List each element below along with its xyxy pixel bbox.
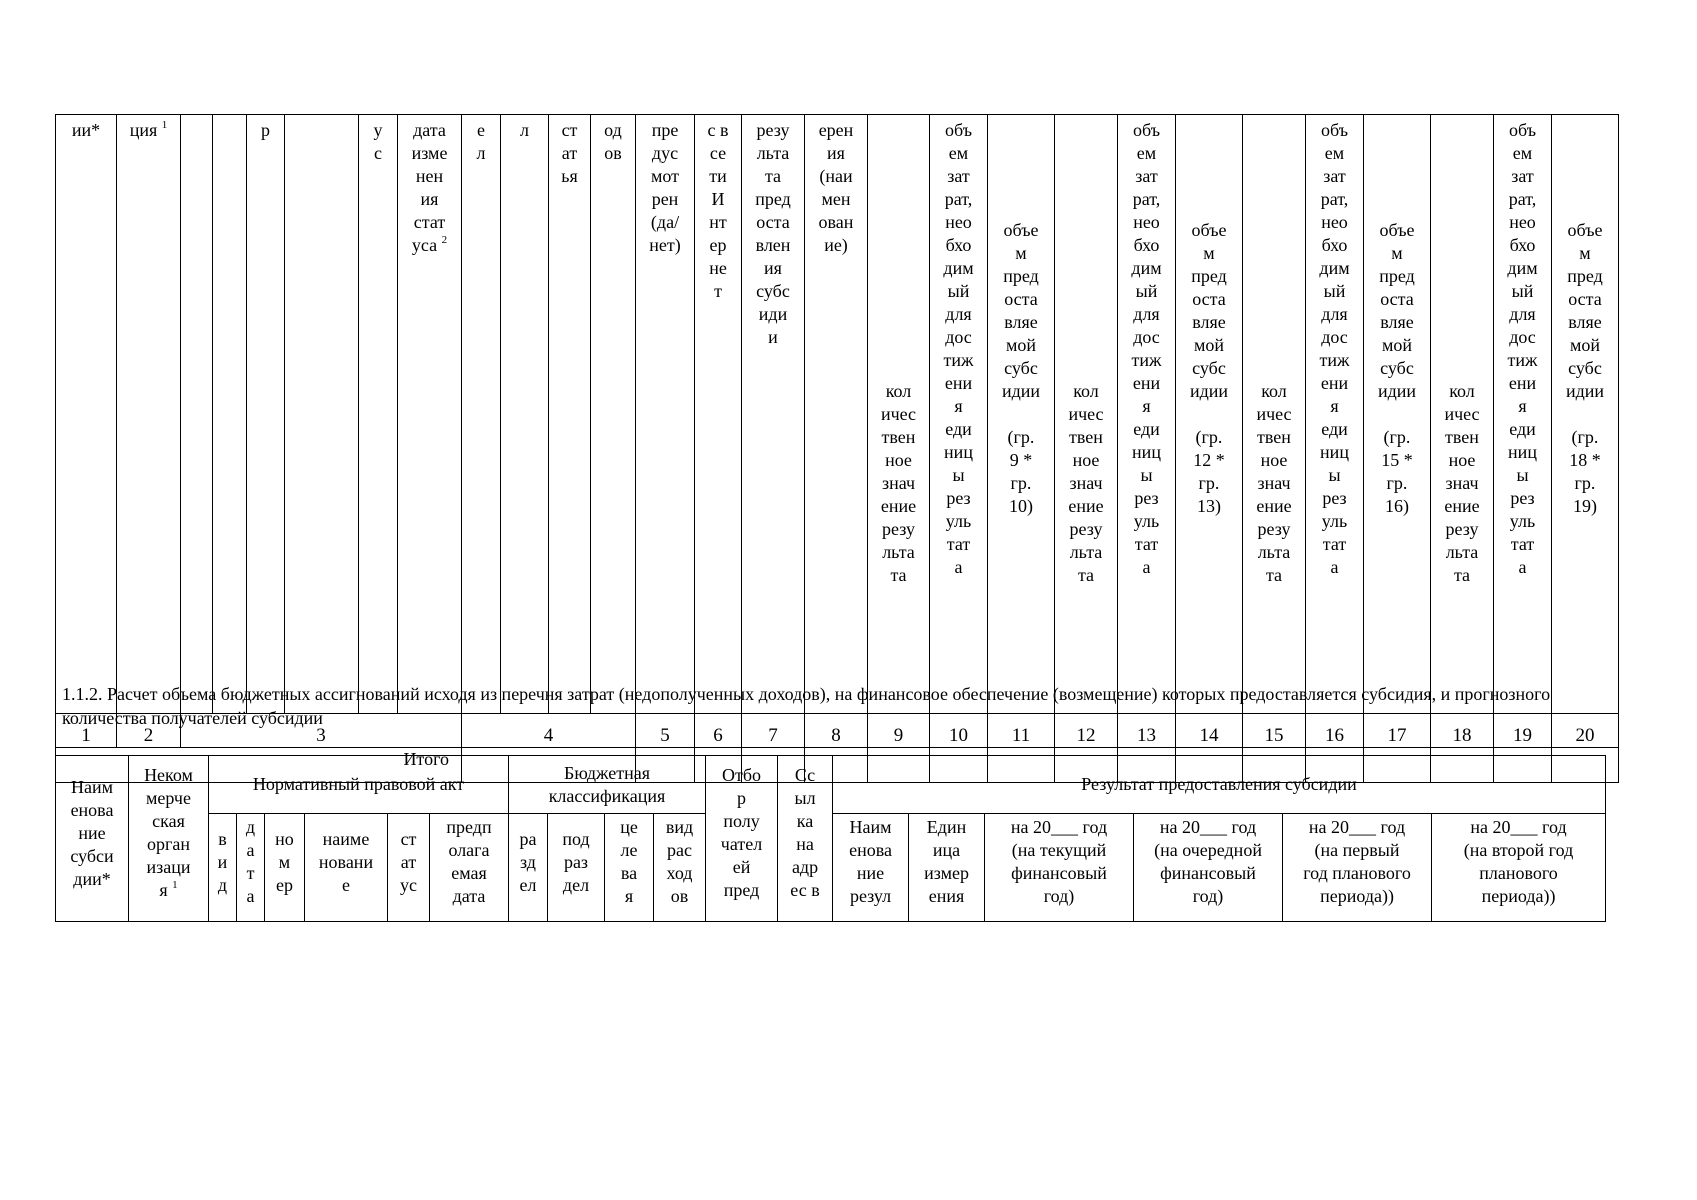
header-nonprofit-org: Неком мерче ская орган изаци я $^1$ xyxy=(129,756,209,922)
column-number: 20 xyxy=(1552,714,1619,748)
header-legal-act: Нормативный правовой акт xyxy=(209,756,509,814)
npa-status: ст ат ус xyxy=(388,814,430,922)
column-number: 19 xyxy=(1494,714,1552,748)
footnote-marker: 1 xyxy=(161,119,168,131)
column-number: 12 xyxy=(1055,714,1118,748)
header-col-1: ии* xyxy=(56,115,117,714)
header-link-address: Сс ыл ка на адр ес в xyxy=(778,756,833,922)
column-number: 10 xyxy=(930,714,988,748)
column-number: 18 xyxy=(1431,714,1494,748)
result-plan-year-2: на 20___ год (на второй год планового периода)) xyxy=(1432,814,1606,922)
footnote-marker: 1 xyxy=(172,879,178,891)
header-col-4b: л xyxy=(501,115,549,714)
header-col-13: объ ем зат рат, нео бхо дим ый для дос тиж ени я еди ниц ы рез уль тат а xyxy=(1118,115,1176,714)
header-col-16: объ ем зат рат, нео бхо дим ый для дос тиж ени я еди ниц ы рез уль тат а xyxy=(1306,115,1364,714)
header-col-15: кол ичес твен ное знач ение резу льта та xyxy=(1243,115,1306,714)
header-col-3d xyxy=(285,115,359,714)
total-label: Итого xyxy=(56,748,462,783)
column-number: 9 xyxy=(868,714,930,748)
npa-expected-date: предп олага емая дата xyxy=(430,814,509,922)
header-col-4a: е л xyxy=(462,115,501,714)
budget-expense-type: вид рас ход ов xyxy=(654,814,706,922)
column-number: 14 xyxy=(1176,714,1243,748)
header-col-14: объе м пред оста вляе мой субс идии (гр. 12 * гр. 13) xyxy=(1176,115,1243,714)
header-col-3e: у с xyxy=(359,115,398,714)
npa-type: в и д xyxy=(209,814,237,922)
result-current-year: на 20___ год (на текущий финансовый год) xyxy=(985,814,1134,922)
header-col-19: объ ем зат рат, нео бхо дим ый для дос тиж ени я еди ниц ы рез уль тат а xyxy=(1494,115,1552,714)
footnote-marker: 2 xyxy=(441,234,448,246)
header-col-4c: ст ат ья xyxy=(549,115,591,714)
budget-section: ра зд ел xyxy=(509,814,548,922)
column-number: 5 xyxy=(636,714,695,748)
header-col-3b xyxy=(213,115,247,714)
header-col-6: с в се ти И нт ер не т xyxy=(695,115,742,714)
header-col-4d: од ов xyxy=(591,115,636,714)
header-col-3f: дата изме нен ия стат уса $^2$ xyxy=(398,115,462,714)
header-budget-classification: Бюджетная классификация xyxy=(509,756,706,814)
result-name: Наим енова ние резул xyxy=(833,814,909,922)
column-number: 4 xyxy=(462,714,636,748)
header-col-12: кол ичес твен ное знач ение резу льта та xyxy=(1055,115,1118,714)
header-col-3c: р xyxy=(247,115,285,714)
header-col-11: объе м пред оста вляе мой субс идии (гр. 9 * гр. 10) xyxy=(988,115,1055,714)
budget-target-item: це ле ва я xyxy=(605,814,654,922)
budget-subsection: под раз дел xyxy=(548,814,605,922)
column-number: 2 xyxy=(117,714,181,748)
column-number: 3 xyxy=(181,714,462,748)
column-number: 1 xyxy=(56,714,117,748)
result-plan-year-1: на 20___ год (на первый год планового периода)) xyxy=(1283,814,1432,922)
header-col-10: объ ем зат рат, нео бхо дим ый для дос тиж ени я еди ниц ы рез уль тат а xyxy=(930,115,988,714)
column-number: 15 xyxy=(1243,714,1306,748)
result-next-year: на 20___ год (на очередной финансовый год) xyxy=(1134,814,1283,922)
budget-allocation-table xyxy=(55,755,1606,922)
column-number: 8 xyxy=(805,714,868,748)
result-unit: Един ица измер ения xyxy=(909,814,985,922)
header-col-5: пре дус мот рен (да/ нет) xyxy=(636,115,695,714)
npa-number: но м ер xyxy=(265,814,305,922)
column-number: 11 xyxy=(988,714,1055,748)
column-number: 16 xyxy=(1306,714,1364,748)
header-col-18: кол ичес твен ное знач ение резу льта та xyxy=(1431,115,1494,714)
header-recipient-selection: Отбо р полу чател ей пред xyxy=(706,756,778,922)
header-col-9: кол ичес твен ное знач ение резу льта та xyxy=(868,115,930,714)
npa-title: наиме новани е xyxy=(305,814,388,922)
column-number: 17 xyxy=(1364,714,1431,748)
header-subsidy-result: Результат предоставления субсидии xyxy=(833,756,1606,814)
column-number: 13 xyxy=(1118,714,1176,748)
column-number: 7 xyxy=(742,714,805,748)
header-col-20: объе м пред оста вляе мой субс идии (гр. 18 * гр. 19) xyxy=(1552,115,1619,714)
header-subsidy-name: Наим енова ние субси дии* xyxy=(56,756,129,922)
column-number: 6 xyxy=(695,714,742,748)
header-col-3a xyxy=(181,115,213,714)
header-col-17: объе м пред оста вляе мой субс идии (гр. 15 * гр. 16) xyxy=(1364,115,1431,714)
npa-date: д а т а xyxy=(237,814,265,922)
header-col-8: ерен ия (наи мен ован ие) xyxy=(805,115,868,714)
section-heading: 1.1.2. Расчет объема бюджетных ассигнований исходя из перечня затрат (недополученных доходов), на финансовое обеспечение (возмещение) которых предоставляется субсидия, и прогнозного количества получателей субсидии xyxy=(62,684,1551,728)
header-col-7: резу льта та пред оста влен ия субс иди и xyxy=(742,115,805,714)
header-col-2: ция $^1$ xyxy=(117,115,181,714)
